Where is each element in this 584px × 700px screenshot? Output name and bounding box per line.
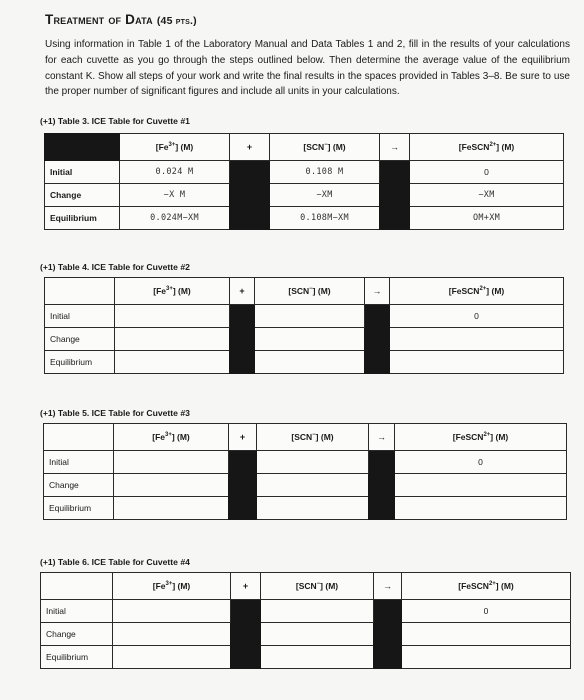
- fescn-equilibrium-cell[interactable]: [390, 351, 564, 374]
- scn-change-cell[interactable]: −XM: [270, 184, 380, 207]
- initial-row: [45, 161, 564, 184]
- row-label-change: Change: [41, 623, 113, 646]
- table-header-row: [45, 134, 564, 161]
- scn-equilibrium-cell[interactable]: [257, 497, 369, 520]
- equilibrium-row: [44, 497, 567, 520]
- row-label-change: Change: [45, 328, 115, 351]
- title-points: (45 pts.): [156, 15, 197, 27]
- scn-equilibrium-cell[interactable]: [255, 351, 365, 374]
- fe-initial-cell[interactable]: [115, 305, 230, 328]
- plus-sign: +: [230, 134, 270, 161]
- table-5-caption: (+1) Table 5. ICE Table for Cuvette #3: [40, 408, 190, 418]
- scn-column-header: [SCN−] (M): [255, 278, 365, 305]
- initial-row: [41, 600, 571, 623]
- table-header-row: [45, 278, 564, 305]
- fescn-change-cell[interactable]: [402, 623, 571, 646]
- table-6-caption: (+1) Table 6. ICE Table for Cuvette #4: [40, 557, 190, 567]
- table-4-caption: (+1) Table 4. ICE Table for Cuvette #2: [40, 262, 190, 272]
- title-main: Treatment of Data: [45, 12, 153, 27]
- initial-row: [45, 305, 564, 328]
- row-label-change: Change: [44, 474, 114, 497]
- fescn-column-header: [FeSCN$^{2+}$] (M): [395, 424, 567, 451]
- fescn-equilibrium-cell[interactable]: [402, 646, 571, 669]
- fescn-equilibrium-cell[interactable]: [395, 497, 567, 520]
- fe-equilibrium-cell[interactable]: [114, 497, 229, 520]
- reaction-arrow: →: [374, 573, 402, 600]
- ice-table-cuvette-4: [40, 572, 571, 669]
- row-label-equilibrium: Equilibrium: [45, 351, 115, 374]
- reaction-arrow: →: [380, 134, 410, 161]
- change-row: [45, 328, 564, 351]
- instructions-paragraph: Using information in Table 1 of the Laboratory Manual and Data Tables 1 and 2, fill in the results of your calculations for each cuvette as you go through the steps outlined below. Then determine the average value of the equilibrium constant K. Show all steps of your work and write the final results in the spaces provided in Tables 3–8. Be sure to use the proper number of significant figures and include all units in your calculations.: [45, 39, 570, 98]
- scn-initial-cell[interactable]: [261, 600, 374, 623]
- fe-change-cell[interactable]: [114, 474, 229, 497]
- fe-initial-cell[interactable]: [114, 451, 229, 474]
- fe-column-header: $[Fe^{3+}]$ (M): [115, 278, 230, 305]
- fe-initial-cell[interactable]: 0.024 M: [120, 161, 230, 184]
- row-label-equilibrium: Equilibrium: [41, 646, 113, 669]
- page-title: [45, 12, 197, 27]
- fescn-column-header: [FeSCN$^{2+}$] (M): [402, 573, 571, 600]
- reaction-arrow: →: [369, 424, 395, 451]
- fescn-initial-cell[interactable]: 0: [390, 305, 564, 328]
- fescn-change-cell[interactable]: −XM: [410, 184, 564, 207]
- row-label-initial: Initial: [41, 600, 113, 623]
- fescn-column-header: [FeSCN$^{2+}$] (M): [410, 134, 564, 161]
- scn-initial-cell[interactable]: [257, 451, 369, 474]
- ice-table-cuvette-1: [44, 133, 564, 230]
- fescn-column-header: [FeSCN$^{2+}$] (M): [390, 278, 564, 305]
- ice-table-cuvette-3: [43, 423, 567, 520]
- initial-row: [44, 451, 567, 474]
- table-header-row: [41, 573, 571, 600]
- reaction-arrow: →: [365, 278, 390, 305]
- change-row: [44, 474, 567, 497]
- row-label-initial: Initial: [44, 451, 114, 474]
- fe-column-header: $[Fe^{3+}]$ (M): [113, 573, 231, 600]
- change-row: [41, 623, 571, 646]
- scn-change-cell[interactable]: [261, 623, 374, 646]
- scn-column-header: [SCN−] (M): [261, 573, 374, 600]
- scn-initial-cell[interactable]: 0.108 M: [270, 161, 380, 184]
- row-label-initial: Initial: [45, 305, 115, 328]
- change-row: [45, 184, 564, 207]
- scn-equilibrium-cell[interactable]: [261, 646, 374, 669]
- equilibrium-row: [45, 351, 564, 374]
- ice-table-cuvette-2: [44, 277, 564, 374]
- table-header-row: [44, 424, 567, 451]
- fe-change-cell[interactable]: −X M: [120, 184, 230, 207]
- scn-change-cell[interactable]: [257, 474, 369, 497]
- fe-change-cell[interactable]: [115, 328, 230, 351]
- plus-sign: +: [231, 573, 261, 600]
- fe-equilibrium-cell[interactable]: [115, 351, 230, 374]
- fescn-initial-cell[interactable]: 0: [402, 600, 571, 623]
- fescn-equilibrium-cell[interactable]: OM+XM: [410, 207, 564, 230]
- fescn-change-cell[interactable]: [390, 328, 564, 351]
- scn-change-cell[interactable]: [255, 328, 365, 351]
- scn-initial-cell[interactable]: [255, 305, 365, 328]
- fe-column-header: $[Fe^{3+}]$ (M): [114, 424, 229, 451]
- fescn-change-cell[interactable]: [395, 474, 567, 497]
- row-label-equilibrium: Equilibrium: [45, 207, 120, 230]
- scn-column-header: [SCN−] (M): [257, 424, 369, 451]
- plus-sign: +: [230, 278, 255, 305]
- equilibrium-row: [45, 207, 564, 230]
- equilibrium-row: [41, 646, 571, 669]
- fe-initial-cell[interactable]: [113, 600, 231, 623]
- fe-equilibrium-cell[interactable]: [113, 646, 231, 669]
- scn-column-header: [SCN−] (M): [270, 134, 380, 161]
- row-label-initial: Initial: [45, 161, 120, 184]
- fe-change-cell[interactable]: [113, 623, 231, 646]
- fescn-initial-cell[interactable]: 0: [395, 451, 567, 474]
- row-label-equilibrium: Equilibrium: [44, 497, 114, 520]
- fe-equilibrium-cell[interactable]: 0.024M−XM: [120, 207, 230, 230]
- table-3-caption: (+1) Table 3. ICE Table for Cuvette #1: [40, 116, 190, 126]
- scn-equilibrium-cell[interactable]: 0.108M−XM: [270, 207, 380, 230]
- row-label-change: Change: [45, 184, 120, 207]
- plus-sign: +: [229, 424, 257, 451]
- fe-column-header: $[Fe^{3+}]$ (M): [120, 134, 230, 161]
- fescn-initial-cell[interactable]: 0: [410, 161, 564, 184]
